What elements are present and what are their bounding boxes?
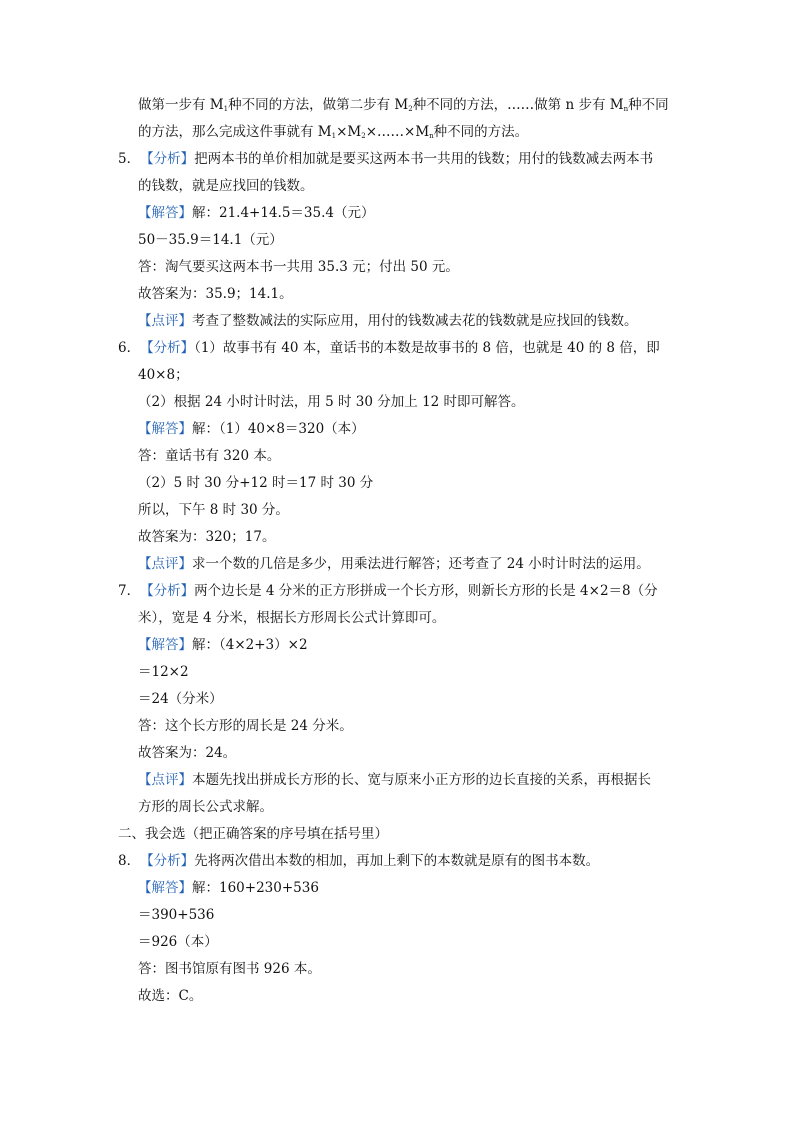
- q6-answer-line-1: [138, 419, 365, 439]
- comment-text: 求一个数的几倍是多少，用乘法进行解答；还考查了 24 小时计时法的运用。: [192, 556, 650, 572]
- intro-text: 种不同的方法，……做第 n 步有 M: [412, 97, 624, 113]
- q7-answer-line-2: ＝12×2: [138, 664, 189, 680]
- q7-answer-line-3: ＝24（分米）: [138, 691, 223, 707]
- q8-answer-line-2: ＝390+536: [138, 907, 215, 923]
- q6-analysis-line-1: [118, 338, 660, 358]
- answer-text: 解：160+230+536: [192, 880, 319, 896]
- intro-text: ×……×M: [365, 124, 430, 140]
- answer-tag: 【解答】: [138, 637, 192, 653]
- q8-answer-line-4: 答：图书馆原有图书 926 本。: [138, 961, 321, 977]
- q6-answer-line-4: 所以，下午 8 时 30 分。: [138, 502, 289, 518]
- q7-answer-line-4: 答：这个长方形的周长是 24 分米。: [138, 718, 353, 734]
- analysis-text: 先将两次借出本数的相加，再加上剩下的本数就是原有的图书本数。: [194, 853, 600, 869]
- q5-answer-line-3: 答：淘气要买这两本书一共用 35.3 元；付出 50 元。: [138, 259, 459, 275]
- analysis-text: （1）故事书有 40 本，童话书的本数是故事书的 8 倍，也就是 40 的 8 倍，即: [194, 340, 660, 356]
- q6-comment: [138, 554, 650, 574]
- q6-analysis-line-2: 40×8；: [138, 367, 189, 383]
- subscript: 1: [223, 105, 229, 113]
- intro-text: 种不同的方法，做第二步有 M: [228, 97, 409, 113]
- intro-text: 的方法，那么完成这件事就有 M: [138, 124, 332, 140]
- q5-analysis-line-1: [118, 149, 653, 169]
- q5-answer-line-2: 50－35.9＝14.1（元）: [138, 232, 283, 248]
- q7-answer-line-1: [138, 635, 308, 655]
- comment-tag: 【点评】: [138, 772, 192, 788]
- subscript: 2: [361, 132, 366, 140]
- intro-text: ×M: [336, 124, 362, 140]
- intro-text: 种不同的方法。: [433, 124, 529, 140]
- q6-analysis-line-3: （2）根据 24 小时计时法，用 5 时 30 分加上 12 时即可解答。: [138, 394, 525, 410]
- answer-tag: 【解答】: [138, 421, 192, 437]
- analysis-tag: 【分析】: [140, 340, 195, 356]
- analysis-text: 两个边长是 4 分米的正方形拼成一个长方形，则新长方形的长是 4×2＝8（分: [194, 583, 658, 599]
- q7-comment-line-1: [138, 770, 651, 790]
- q7-analysis-line-2: 米），宽是 4 分米，根据长方形周长公式计算即可。: [138, 610, 446, 626]
- answer-tag: 【解答】: [138, 880, 192, 896]
- question-number: 8．: [118, 853, 141, 869]
- q5-final-answer: 故答案为：35.9；14.1。: [138, 286, 293, 302]
- q6-answer-line-3: （2）5 时 30 分+12 时＝17 时 30 分: [138, 475, 374, 491]
- answer-text: 解：21.4+14.5＝35.4（元）: [192, 205, 375, 221]
- analysis-tag: 【分析】: [140, 853, 195, 869]
- question-number: 6．: [118, 340, 141, 356]
- answer-text: 解：（4×2+3）×2: [192, 637, 308, 653]
- q8-answer-line-1: [138, 878, 319, 898]
- subscript: n: [429, 132, 434, 140]
- comment-tag: 【点评】: [138, 313, 192, 329]
- q5-analysis-line-2: 的钱数，就是应找回的钱数。: [138, 178, 314, 194]
- question-number: 5．: [118, 151, 141, 167]
- q5-comment: [138, 311, 638, 331]
- q7-analysis-line-1: [118, 581, 658, 601]
- intro-line-1: [138, 95, 669, 119]
- q8-answer-line-3: ＝926（本）: [138, 934, 218, 950]
- subscript: n: [623, 105, 629, 113]
- analysis-tag: 【分析】: [140, 583, 195, 599]
- subscript: 2: [408, 105, 413, 113]
- answer-tag: 【解答】: [138, 205, 192, 221]
- q7-comment-line-2: 方形的周长公式求解。: [138, 799, 273, 815]
- q8-final-answer: 故选：C。: [138, 988, 203, 1004]
- analysis-text: 把两本书的单价相加就是要买这两本书一共用的钱数；用付的钱数减去两本书: [194, 151, 654, 167]
- answer-text: 解：（1）40×8＝320（本）: [192, 421, 365, 437]
- intro-line-2: [138, 122, 528, 146]
- q6-final-answer: 故答案为：320；17。: [138, 529, 276, 545]
- q6-answer-line-2: 答：童话书有 320 本。: [138, 448, 281, 464]
- question-number: 7．: [118, 583, 141, 599]
- section-heading: 二、我会选（把正确答案的序号填在括号里）: [118, 826, 388, 842]
- comment-text: 考查了整数减法的实际应用，用付的钱数减去花的钱数就是应找回的钱数。: [192, 313, 638, 329]
- analysis-tag: 【分析】: [140, 151, 195, 167]
- subscript: 1: [331, 132, 337, 140]
- intro-text: 种不同: [628, 97, 669, 113]
- q8-analysis-line-1: [118, 851, 599, 871]
- comment-tag: 【点评】: [138, 556, 192, 572]
- q7-final-answer: 故答案为：24。: [138, 745, 237, 761]
- q5-answer-line-1: [138, 203, 375, 223]
- comment-text: 本题先找出拼成长方形的长、宽与原来小正方形的边长直接的关系，再根据长: [192, 772, 651, 788]
- intro-text: 做第一步有 M: [138, 97, 224, 113]
